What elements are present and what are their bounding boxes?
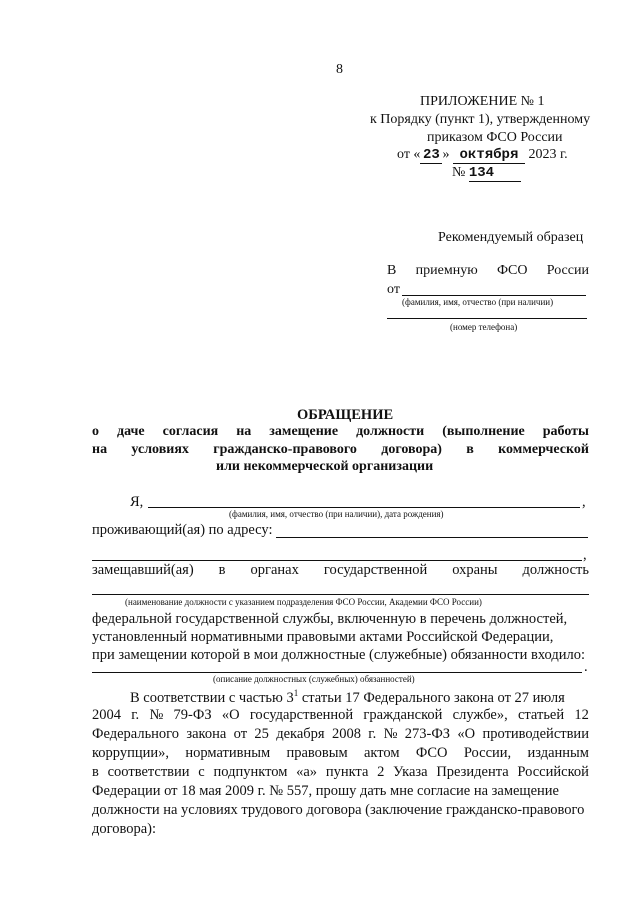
date-day: 23 — [420, 147, 442, 164]
caption-phone: (номер телефона) — [450, 322, 518, 332]
h2-w5: коммерческой — [498, 442, 589, 457]
addressee-w4: России — [546, 263, 589, 278]
holding-w0: замещавший(ая) — [92, 562, 194, 578]
b4-w3: актом — [364, 745, 400, 761]
b3-w6: г. — [368, 726, 377, 742]
b3-w7: № — [383, 726, 398, 742]
caption-fio: (фамилия, имя, отчество (при наличии), дата рождения) — [229, 509, 444, 519]
b2-w0: 2004 — [92, 707, 121, 723]
fio-underline — [148, 507, 580, 508]
b2-w8: статьей — [517, 707, 565, 723]
b3-w3: 25 — [254, 726, 269, 742]
b4-w0: коррупции», — [92, 745, 170, 761]
b5-w0: в — [92, 764, 99, 780]
b5-w4: «а» — [296, 764, 318, 780]
h2-w1: условиях — [131, 442, 189, 457]
b2-w6: гражданской — [363, 707, 443, 723]
holding-w1: в — [218, 562, 226, 578]
holding-line — [92, 562, 589, 579]
caption-name: (фамилия, имя, отчество (при наличии) — [402, 297, 554, 307]
b2-w3: 79-ФЗ — [173, 707, 212, 723]
holding-w5: должность — [522, 562, 589, 578]
b5-w5: пункта — [325, 764, 369, 780]
addressee-w2: приемную — [415, 263, 478, 278]
heading-line3: или некоммерческой организации — [216, 459, 434, 474]
h1-w5: должности — [356, 424, 425, 439]
duties-underline — [92, 672, 582, 673]
b2-w1: г. — [131, 707, 140, 723]
b3-w0: Федерального — [92, 726, 180, 742]
h1-w4: замещение — [269, 424, 339, 439]
date-month: октября — [453, 147, 525, 164]
b2-w7: службе», — [452, 707, 508, 723]
date-year: 2023 г. — [528, 147, 568, 162]
b5-w7: Указа — [393, 764, 428, 780]
holding-w2: органах — [250, 562, 299, 578]
holding-w4: охраны — [452, 562, 498, 578]
addressee-w3: ФСО — [496, 263, 528, 278]
b5-w2: с — [198, 764, 205, 780]
form-i: Я, — [130, 494, 144, 510]
form-p2: установленный нормативными правовыми актами Российской Федерации, — [92, 629, 554, 645]
b4-w6: изданным — [527, 745, 589, 761]
addressee-w1: В — [387, 263, 397, 278]
addressee-from: от — [387, 282, 400, 297]
appendix-title: ПРИЛОЖЕНИЕ № 1 — [420, 94, 545, 109]
residing-label: проживающий(ая) по адресу: — [92, 522, 273, 538]
body-line3 — [92, 726, 589, 743]
date-prefix: от « — [397, 147, 421, 162]
address-comma: , — [583, 547, 587, 563]
b5-w8: Президента — [436, 764, 509, 780]
appendix-number — [452, 165, 521, 182]
appendix-date — [397, 147, 568, 164]
duties-dot: . — [584, 659, 588, 675]
b2-w5: государственной — [249, 707, 354, 723]
caption-position: (наименование должности с указанием подразделения ФСО России, Академии ФСО России) — [125, 597, 482, 607]
addressee-line — [387, 263, 589, 279]
h1-w7: работы — [542, 424, 589, 439]
body-line2 — [92, 707, 589, 724]
b3-w10: противодействии — [482, 726, 589, 742]
b2-w4: «О — [221, 707, 240, 723]
h1-w0: о — [92, 424, 99, 439]
b3-w8: 273-ФЗ — [404, 726, 451, 742]
b3-w5: 2008 — [331, 726, 361, 742]
b4-w5: России, — [463, 745, 512, 761]
h1-w6: (выполнение — [442, 424, 525, 439]
h2-w4: в — [466, 442, 474, 457]
h2-w3: договора) — [381, 442, 442, 457]
phone-underline — [387, 318, 587, 319]
form-p1: федеральной государственной службы, включенную в перечень должностей, — [92, 611, 568, 627]
h2-w2: гражданско-правового — [213, 442, 357, 457]
heading-line1 — [92, 424, 589, 440]
b4-w2: правовым — [286, 745, 348, 761]
body-line8: договора): — [92, 821, 157, 837]
body-l1a: В соответствии с частью 3 — [130, 689, 294, 706]
body-line7: должности на условиях трудового договора (заключение гражданско-правового — [92, 802, 585, 818]
fio-comma: , — [582, 494, 586, 510]
b2-w2: № — [149, 707, 164, 723]
appendix-line2: к Порядку (пункт 1), утвержденному — [370, 112, 591, 127]
b5-w3: подпунктом — [213, 764, 288, 780]
address-underline-2 — [92, 560, 582, 561]
page-number: 8 — [336, 62, 343, 77]
position-underline — [92, 594, 589, 595]
body-line1 — [130, 688, 565, 707]
b2-w9: 12 — [574, 707, 589, 723]
h1-w2: согласия — [162, 424, 219, 439]
body-l1-sup: 1 — [293, 688, 299, 698]
b3-w4: декабря — [276, 726, 325, 742]
from-underline — [402, 295, 586, 296]
appendix-line3: приказом ФСО России — [427, 130, 563, 145]
date-mid: » — [442, 147, 450, 162]
b5-w1: соответствии — [107, 764, 190, 780]
number-value: 134 — [469, 165, 521, 182]
b4-w4: ФСО — [415, 745, 448, 761]
body-line5 — [92, 764, 589, 781]
b3-w1: закона — [186, 726, 227, 742]
caption-duties: (описание должностных (служебных) обязанностей) — [213, 674, 415, 684]
h2-w0: на — [92, 442, 108, 457]
sample-label: Рекомендуемый образец — [438, 230, 584, 245]
body-l1b: статьи 17 Федерального закона от 27 июля — [298, 689, 565, 706]
heading-title: ОБРАЩЕНИЕ — [297, 407, 394, 423]
body-line6: Федерации от 18 мая 2009 г. № 557, прошу дать мне согласие на замещение — [92, 783, 559, 799]
b3-w2: от — [233, 726, 248, 742]
b5-w9: Российской — [517, 764, 589, 780]
b5-w6: 2 — [377, 764, 385, 780]
h1-w1: даче — [117, 424, 145, 439]
h1-w3: на — [236, 424, 252, 439]
number-prefix: № — [452, 165, 466, 180]
form-p3: при замещении которой в мои должностные (служебные) обязанности входило: — [92, 647, 586, 663]
body-line4 — [92, 745, 589, 762]
b3-w9: «О — [457, 726, 476, 742]
holding-w3: государственной — [323, 562, 428, 578]
address-underline-1 — [276, 537, 588, 538]
b4-w1: нормативным — [185, 745, 271, 761]
heading-line2 — [92, 442, 589, 458]
